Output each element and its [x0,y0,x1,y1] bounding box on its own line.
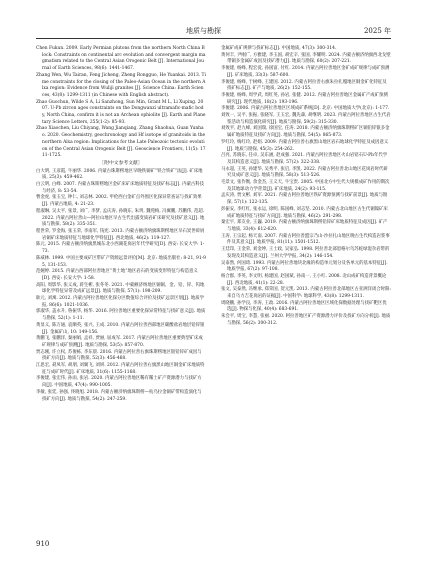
reference-item: 毛景文, 张作衡, 余金杰, 王义天, 牛宝贵. 2005. 中国北方中生代大规模成矿作用的期次及其地球动力学背景[J]. 矿床地质, 24(2): 93-115. [221,180,390,192]
reference-item: 江思宏, 聂凤军, 胡朋, 刘翼飞, 刘妍. 2012. 内蒙古阿拉善右旗黑山地区铜金矿床地质特征与成矿时代[J]. 矿床地质, 31(6): 1155-1168. [36,363,205,375]
reference-item: 李俊建, 杨峰, 程宏爱, 孙国富, 付红. 2014. 内蒙古阿拉善地区金矿成矿规律与成矿预测[J]. 矿床地质, 33(3): 587-600. [221,66,390,78]
page-number: 910 [36,540,50,548]
reference-item: 刘致平, 赵九峰, 刘国瑞, 徐国宝, 任涛. 2018. 内蒙古额济纳旗珠斯楞矿区铜铅锌银多金属矿地质特征及找矿方向[J]. 地质与勘探, 54(5): 865-873. [221,126,390,139]
reference-item: 黄何丰, 尹刚广, 方雅建, 李玉国, 胡宏辛, 张国, 李耀明. 2024. 内蒙古额济纳旗西北戈壁带铜多金属矿成因及找矿潜力[J]. 地质与勘探, 60(2): 207-221. [221,52,391,65]
reference-item: 程淑琳, 吴太平, 张景, 刘广, 李梦, 孟庆涛, 孙晓东, 朱玥, 魏苑梅, 冯翼鹏, 苏鹏伟, 范超. 2022. 内蒙古阿拉善山—阿拉山地区早古生代出露变质岩矿床研究及找矿意义[J]. 地质与勘探, 58(2): 335-351. [36,208,205,228]
reference-item: 马永超, 王英, 孙建华, 吴秀平, 张启, 李凯. 2022. 内蒙古阿拉善北山地区花岗岩时代研究及成矿意义[J]. 地质与勘探, 58(3): 513-526. [221,166,388,179]
reference-item: 王廷印, 王金荣, 刘金坤, 王士政, 吴家弘. 1998. 阿拉善北部恩格尔乌苏蛇绿混杂岩带的发现及其构造意义[J]. 兰州大学学报, 34(2): 146-154. [221,247,390,259]
reference-item: 张文, 吴泰然, 冯继承, 郑荣国, 贺元凯. 2013. 内蒙古阿拉善北部地区古亚洲洋闭合时限: 来自乌力吉花岗岩的证据[J]. 中国科学: 地球科学, 43(8): 1299-1311. [221,287,391,300]
journal-name: 地质与勘探 [186,27,221,35]
reference-item: 吴泰然, 何国琦. 1993. 内蒙古阿拉善地块北缘的构造单元划分及各单元的基本特征[J]. 地质学报, 67(2): 97-108. [221,260,388,273]
reference-item: 耿元, 刘寓. 2012. 内蒙古阿拉善地区化探分区数值综合评价及找矿远景区划[J]. 地质学报, 86(6): 1021-1036. [36,296,205,308]
reference-item: 李俊建, 杨峰, 于树峰, 王建国. 2012. 内蒙古阿拉善右旗朱拉扎嘎地区铜金矿化特征及找矿标志[J]. 矿产与地质, 26(2): 152-155. [221,79,387,92]
reference-item: 吕亮, 苏晓东, 任卓, 吴东涵, 赵成强. 2021. 内蒙古阿拉善地区火山岩锆石U-Pb年代学及其构造意义[J]. 地质与勘探, 57(2): 322-338. [221,153,388,165]
reference-item: Zhang Wen, Wu Tairan, Feng Jicheng, Zheng Rongguo, He Yuankai. 2013. Time constraints for the closing of the Paleo-Asian Ocean in the northern Alxa region: Evidence from Wuliji granites [J]. Science China: Earth Sciences, 43(8): 1299-1311 (in Chinese with English abstract). [36,72,206,98]
reference-item: 贾志刚, 许立权, 苏俊栋, 李东晨. 2016. 内蒙古阿拉善右旗珠斯楞地区银铅锌矿成因与找矿方向[J]. 地质与勘探, 52(3): 456-468. [36,349,202,362]
reference-item: 曹金虎, 张玉宝, 钟仁, 刘志林. 2002. 甲伦西白金矿点外围区化探异常查证与找矿效果[J]. 内蒙古地质, 4: 21-23. [36,195,202,208]
reference-item: 刘致一, 吴平, 张振, 张晓军, 王玉宏, 魏先森, 胡继明. 2023. 内蒙古阿拉善地区古生代岩浆活动与构造演化研究[J]. 地质与勘探, 59(2): 315-330. [221,113,391,125]
reference-item: 李俊建, 张宏伟, 孙雨, 张岩. 2020. 内蒙古阿拉善地区稀有稀土矿产资源潜力与找矿方向[J]. 中国地质, 47(4): 990-1005. [36,376,202,389]
reference-item: 陈元, 2015. 内蒙古额济纳旗黑城东北小西湖花岗岩年代学研究[D]. 西安: 长安大学: 1-73. [36,242,205,255]
reference-item: Zhao Guochun, Wilde S A, Li Sanzhong, Sun Min, Grant M L, Li Xuping. 2007. U-Pb zircon ages constraints on the Dongwanzi ultramafic-mafic body, North China, confirm it is not an Archean ophiolite [J]. Earth and Planetary Science Letters, 255(1-2): 85-93. [36,99,206,125]
reference-item: 高阳, 周影华, 张义成, 蒋生彬, 张冬冬. 2021. 中蒙额济纳地区铜铜、金、铅、锌、钨地球化学特征异常及成矿远景[J]. 地质与勘探, 57(1): 198-209. [36,282,205,295]
reference-item: 陈威林. 1999. 中国主要成矿区带矿产资源远景评价[M]. 北京: 地质出版社: 8-21, 91-95, 131-153. [36,255,206,268]
reference-item: 周晓鹏, 孙学良, 李涛, 王政. 2016. 内蒙古阿拉善地区区域化探数据处理与找矿靶区优选[J]. 物探与化探, 40(4): 683-691. [221,300,387,313]
reference-item: 程世荣, 罗金海, 张玉荣, 李南军, 钱宪. 2013. 内蒙古额济纳旗珠斯楞地区早石炭世碎屑岩铜矿床地质特征与地球化学特征[J]. 西北地质, 46(2): 119-127. [36,228,205,241]
journal-year: 2025 年 [363,27,391,35]
reference-item: 李俊建, 杨峰, 周学武, 周红英, 孙岩, 张健. 2012. 内蒙古阿拉善地区金属矿产成矿预测研究[J]. 现代地质, 18(2): 193-196. [221,92,388,105]
chinese-references-heading: ［附中文参考文献］ [99,160,143,166]
reference-item: 朱会平, 周宝, 李慧, 张丽. 2020. 阿拉善地区矿产资源潜力评价及找矿方向分析[J]. 地质与勘探, 56(2): 300-312. [221,314,391,326]
reference-item: 彭振安, 李红红, 张永运, 徐明, 陈国峰, 刘志坚. 2010. 内蒙古北山地区古生代铜镍矿床成矿地质特征与找矿方向[J]. 地质与勘探, 46(2): 291-298. [221,206,388,219]
reference-item: 黄鹏飞, 张鹏洋, 秦丽娟, 孟祥, 贾丽, 屈成军. 2017. 内蒙古阿拉善地区重要典型矿床成矿规律与成矿预测[J]. 地质与勘探, 53(5): 857-870. [36,336,203,348]
left-column [36,46,206,403]
reference-item: 黄显义, 陈万通, 袁顺英, 张兴, 王成. 2010. 内蒙古阿拉善西部地区碳酸盐岩地层铅锌银[J]. 金属矿山, 10: 149-156. [36,322,205,335]
reference-item: 白云明, 白峰. 2007. 内蒙古珠斯楞地区金矿床矿床地质特征及找矿标志[J]. 内蒙古科技与经济, 8: 53-54. [36,182,205,194]
reference-item: 罗红玲, 梅红玲, 赵娟. 2009. 内蒙古阿拉善右旗黑山地区岩石地球化学特征及成因意义[J]. 地质与勘探, 45(3): 254-262. [221,139,389,152]
right-column [221,46,391,328]
reference-item: 范婉婷. 2015. 内蒙古西部阿拉善地区“黄土地”地区岩石的变质变形特征与构造意义[D]. 西安: 长安大学: 1-58. [36,269,198,281]
reference-item: 李敏, 张廷, 孙强, 佟晓旭. 2018. 内蒙古额济纳旗珠斯楞—杭乌拉金铜矿带构造演化与找矿方向[J]. 地质与勘探, 54(2): 247-259. [36,389,202,402]
reference-item: Zhao Xiaochen, Liu Chiyang, Wang Jianqiang, Zhang Shaohua, Guan Yunhao. 2020. Geochemistry, geochronology and Hf isotope of granitoids in the northern Alxa region: Implications for the Late Paleozoic tectonic evolution of the Central Asian Orogenic Belt [J]. Geoscience Frontiers, 11(5): 1711-1725. [36,126,206,159]
header-rule [36,38,391,39]
reference-item: Chen Fukun. 2009. Early Permian plutons from the northern North China Block: Constraints on continental arc evolution and convergent margin magmatism related to the Central Asian Orogenic Belt [J]. International Journal of Earth Sciences, 98(6): 1441-1467. [36,46,206,72]
reference-item: 王涛, 王宗起, 杨天南. 2007. 内蒙古阿拉善盟宗乃山-沙拉扎山地区晚古生代构造岩浆事件及其意义[J]. 地质学报, 81(11): 1501-1512. [221,233,390,246]
reference-item: 白大明, 王彦霞, 牛丽华. 2006. 内蒙古珠斯楞地区早晚铁铜矿“铁合铁矿”法[J]. 矿床地质, 25(3): 459-462. [36,168,203,181]
reference-item: 杨合群, 李英, 李文明, 杨建国, 赵国斌, 孙南一, 王小红. 2008. 北山成矿构造背景概论[J]. 西北地质, 41(1): 22-28. [221,273,387,286]
reference-item: 秦宏宇, 郑友业, 王巍. 2019. 内蒙古额济纳旗珠斯楞铅锌矿床地质特征及成因[J]. 矿产与地质, 33(4): 612-620. [221,220,388,232]
reference-item: 金属矿成矿规律与找矿标志[J]. 中国地质, 47(3): 300-314. [221,46,337,51]
reference-item: 郭淑华, 盖永升, 鲁振华, 杨华. 2016. 阿拉善地区重要化探异常特征与找矿意义[J]. 地质与勘探, 52(1): 1-11. [36,309,206,322]
reference-item: 孟庆涛, 贾文彬, 刘军. 2021. 内蒙古阿拉善地区铁矿资源预测与找矿前景[J]. 地质与勘探, 57(1): 122-135. [221,193,388,206]
reference-item: 李俊建. 2006. 内蒙古阿拉善地区区域成矿系统[D]. 北京: 中国地质大学(北京): 1-177. [221,106,390,112]
page-header [36,26,391,40]
